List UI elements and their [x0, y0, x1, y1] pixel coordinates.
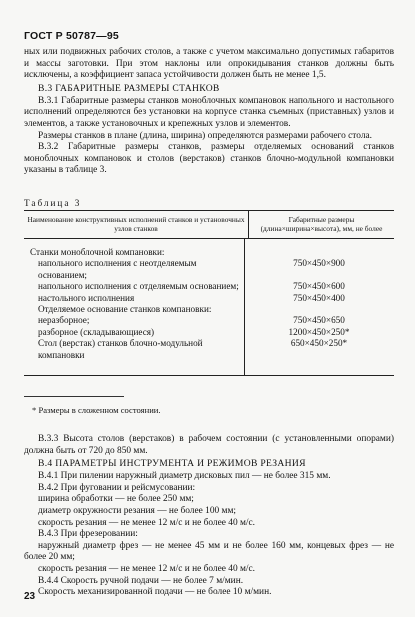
table-row-label: разборное (складывающиеся) [38, 326, 155, 337]
section-b3-1: В.3.1 Габаритные размеры станков моноблочных компановок напольного и настольного исполнений определяются без установки на корпусе станка съемных (приставных) узлов и элементов, а также установочных и крепежных узлов и элементов. [24, 95, 394, 129]
section-b4-3: В.4.3 При фрезеровании: [38, 529, 138, 540]
table-row-label: напольного исполнения с неотделяемым основанием; [38, 258, 197, 280]
table-row-label: Отделяемое основание станков компановки: [38, 303, 212, 314]
footnote-rule [24, 396, 124, 397]
table-row-label: напольного исполнения с отделяемым основанием; [38, 281, 239, 292]
table-row-value: 750×450×600 [293, 281, 345, 292]
table-caption: Таблица 3 [24, 197, 82, 208]
section-b4-2: В.4.2 При фуговании и рейсмусовании: [38, 482, 196, 493]
table-row [24, 304, 394, 315]
table-row-value: 1200×450×250* [288, 326, 350, 337]
table-row-label: неразборное; [38, 315, 90, 326]
table-row [24, 258, 394, 281]
table-row-value: 650×450×250* [290, 338, 348, 349]
section-b3-heading: В.3 ГАБАРИТНЫЕ РАЗМЕРЫ СТАНКОВ [38, 82, 220, 94]
section-b4-3-diameter: наружный диаметр фрез — не менее 45 мм и не более 160 мм, концевых фрез — не более 20 мм; [24, 540, 394, 563]
intro-paragraph: ных или подвижных рабочих столов, а также с учетом максимально допустимых габаритов и массы заготовки. При этом наклоны или опрокидывания станков должны быть исключены, а коэффициент запаса устойчивости должен быть не менее 1,5. [24, 47, 394, 81]
table-row-label: Станки моноблочной компановки: [30, 246, 165, 257]
section-b3-3: В.3.3 Высота столов (верстаков) в рабочем состоянии (с установленными опорами) должна быть от 720 до 850 мм. [24, 434, 394, 456]
table-row-label: Стол (верстак) станков блочно-модульной компановки [38, 338, 203, 360]
table-row-value: 750×450×650 [293, 315, 345, 326]
section-b4-3-speed: скорость резания — не менее 12 м/с и не более 40 м/с. [38, 563, 256, 574]
section-b4-4: В.4.4 Скорость ручной подачи — не более 7 м/мин. [38, 575, 244, 586]
table-row [24, 247, 394, 258]
table-col2-header: Габаритные размеры (длина×ширина×высота), мм, не более [260, 214, 383, 234]
table-row-label: настольного исполнения [38, 292, 135, 303]
section-b4-heading: В.4 ПАРАМЕТРЫ ИНСТРУМЕНТА И РЕЖИМОВ РЕЗАНИЯ [38, 458, 306, 470]
section-b4-4-mech: Скорость механизированной подачи — не более 10 м/мин. [38, 587, 272, 598]
section-b4-2-speed: скорость резания — не менее 12 м/с и не более 40 м/с. [38, 517, 256, 528]
table-row [24, 338, 394, 361]
table-row [24, 293, 394, 304]
section-b4-1: В.4.1 При пилении наружный диаметр дисковых пил — не более 315 мм. [38, 471, 331, 482]
table-row [24, 281, 394, 292]
table-footnote: * Размеры в сложенном состоянии. [32, 405, 161, 415]
section-b4-2-diameter: диаметр окружности резания — не более 100 мм; [38, 505, 237, 516]
section-b4-2-width: ширина обработки — не более 250 мм; [38, 494, 194, 505]
table-row-value [244, 247, 394, 258]
table-row-value: 750×450×900 [293, 258, 345, 269]
table-header-row [24, 211, 394, 239]
page-number: 23 [24, 591, 36, 602]
section-b3-plan: Размеры станков в плане (длина, ширина) определяются размерами рабочего стола. [38, 130, 373, 141]
document-body [24, 47, 394, 599]
section-b3-2: В.3.2 Габаритные размеры станков, размеры отделяемых оснований станков моноблочных компановок и столов (верстаков) станков блочно-модульной компановки указаны в таблице 3. [24, 142, 394, 176]
standard-header: ГОСТ Р 50787—95 [24, 30, 119, 42]
table-row [24, 327, 394, 338]
table-col1-header: Наименование конструктивных исполнений станков и установочных узлов станков [24, 211, 249, 238]
table-row-value: 750×450×400 [293, 292, 345, 303]
table-row [24, 315, 394, 326]
table-row-value [244, 304, 394, 315]
table-body [24, 239, 394, 375]
table-3 [24, 210, 394, 376]
